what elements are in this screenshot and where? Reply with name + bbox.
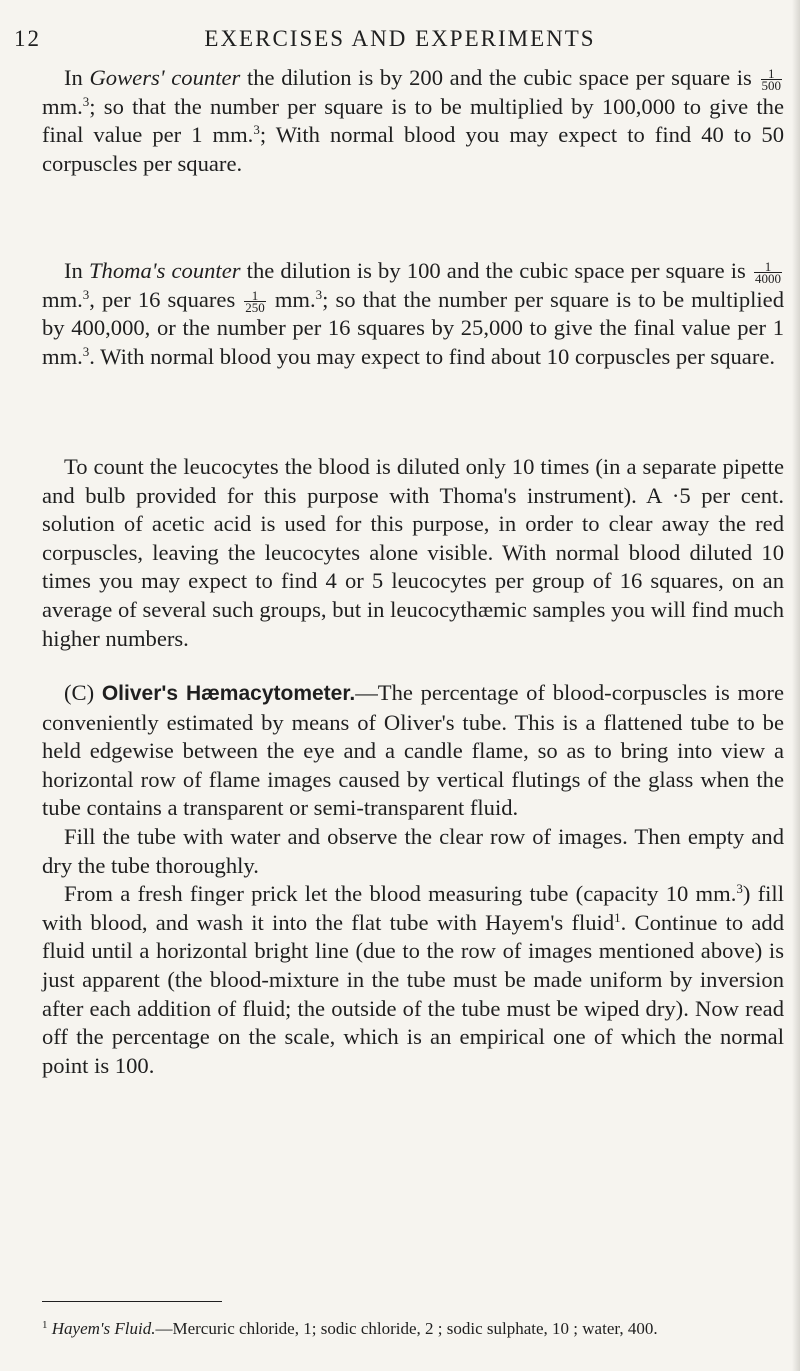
footnote-rule — [42, 1301, 222, 1302]
p2-text-6: . With normal blood you may expect to find about 10 corpuscles per square. — [89, 343, 776, 369]
p2-exponent-2: 3 — [315, 286, 323, 302]
p2-text-1: the dilution is by 100 and the cubic space per square is — [240, 258, 752, 283]
p1-exponent-2: 3 — [253, 122, 260, 138]
p2-exponent-3: 3 — [82, 343, 90, 359]
p4-text-3c: . Continue to add fluid until a horizontal bright line (due to the row of images mentioned above) is just apparent (the blood-mixture in the tube must be made uniform by inversion after each addition of fluid; the outside of the tube must be wiped dry). Now read off the percentage on the scale, which is an empirical one of which the normal point is 100. — [42, 909, 784, 1078]
p1-prefix: In — [64, 65, 90, 90]
p4-text-2: Fill the tube with water and observe the clear row of images. Then empty and dry the tube thoroughly. — [42, 823, 784, 878]
p3-text: To count the leucocytes the blood is diluted only 10 times (in a separate pipette and bulb provided for this purpose with Thoma's instrument). A ·5 per cent. solution of acetic acid is used for this purpose, in order to clear away the red corpuscles, leaving the leucocytes alone visible. With normal blood diluted 10 times you may expect to find 4 or 5 leucocytes per group of 16 squares, on an average of several such groups, but in leucocythæmic samples you will find much higher numbers. — [42, 454, 784, 651]
footnote-mark: 1 — [42, 1319, 48, 1331]
p1-exponent: 3 — [82, 93, 90, 109]
frac-denominator: 4000 — [754, 271, 781, 287]
page-header — [14, 26, 786, 60]
section-label: (C) — [64, 680, 102, 705]
fraction-1-250 — [244, 287, 266, 315]
page-number: 12 — [14, 26, 41, 51]
frac-numerator: 1 — [754, 261, 782, 273]
paragraph-gowers — [42, 64, 784, 178]
footnote-reference: 1 — [614, 909, 621, 925]
p1-italic: Gowers' counter — [89, 65, 241, 90]
p1-unit: mm. — [42, 93, 83, 119]
p4-intro — [42, 679, 784, 823]
running-title: EXERCISES AND EXPERIMENTS — [204, 26, 596, 51]
p4-text-1: —The percentage of blood-corpuscles is more conveniently estimated by means of Oliver's tube. This is a flattened tube to be held edgewise between the eye and a candle flame, so as to bring into view a horizontal row of flame images caused by vertical flutings of the glass when the tube contains a transparent or semi-transparent fluid. — [42, 680, 784, 821]
p4-text-3b: ) fill with blood, and wash it into the flat tube with Hayem's fluid — [42, 881, 784, 935]
p2-text-3: , per 16 squares — [89, 286, 243, 312]
p1-text-3: ; With normal blood you may expect to find 40 to 50 corpuscles per square. — [42, 122, 784, 176]
p4-fill — [42, 823, 784, 880]
page-edge-shadow — [792, 0, 800, 1371]
paragraph-leucocytes — [42, 453, 784, 653]
footnote-text: —Mercuric chloride, 1; sodic chloride, 2 ; sodic sulphate, 10 ; water, 400. — [155, 1319, 658, 1338]
section-heading: Oliver's Hæmacytometer. — [101, 682, 356, 705]
p2-italic: Thoma's counter — [88, 258, 241, 283]
footnote-italic: Hayem's Fluid. — [51, 1319, 156, 1338]
p2-text-5: ; so that the number per square is to be multiplied by 400,000, or the number per 16 squares by 25,000 to give the final value per 1 mm. — [42, 286, 785, 369]
fraction-1-500 — [761, 66, 783, 94]
frac-numerator: 1 — [761, 68, 783, 80]
footnote — [42, 1318, 784, 1339]
p2-text-2: mm. — [42, 286, 83, 312]
section-olivers-haemacytometer — [42, 679, 784, 1080]
paragraph-thoma — [42, 257, 784, 371]
p2-prefix: In — [64, 258, 89, 283]
p1-text-1: the dilution is by 200 and the cubic space per square is — [240, 65, 759, 90]
frac-denominator: 500 — [761, 78, 781, 94]
p4-text-3a: From a fresh finger prick let the blood measuring tube (capacity 10 mm. — [64, 881, 737, 907]
p4-procedure — [42, 880, 784, 1080]
frac-denominator: 250 — [245, 299, 265, 315]
p2-exponent-1: 3 — [82, 286, 90, 302]
p2-text-4: mm. — [267, 286, 316, 312]
p4-exponent: 3 — [736, 881, 743, 897]
frac-numerator: 1 — [244, 290, 266, 302]
fraction-1-4000 — [754, 259, 782, 287]
p1-text-2: ; so that the number per square is to be multiplied by 100,000 to give the final value per 1 mm. — [42, 93, 784, 148]
